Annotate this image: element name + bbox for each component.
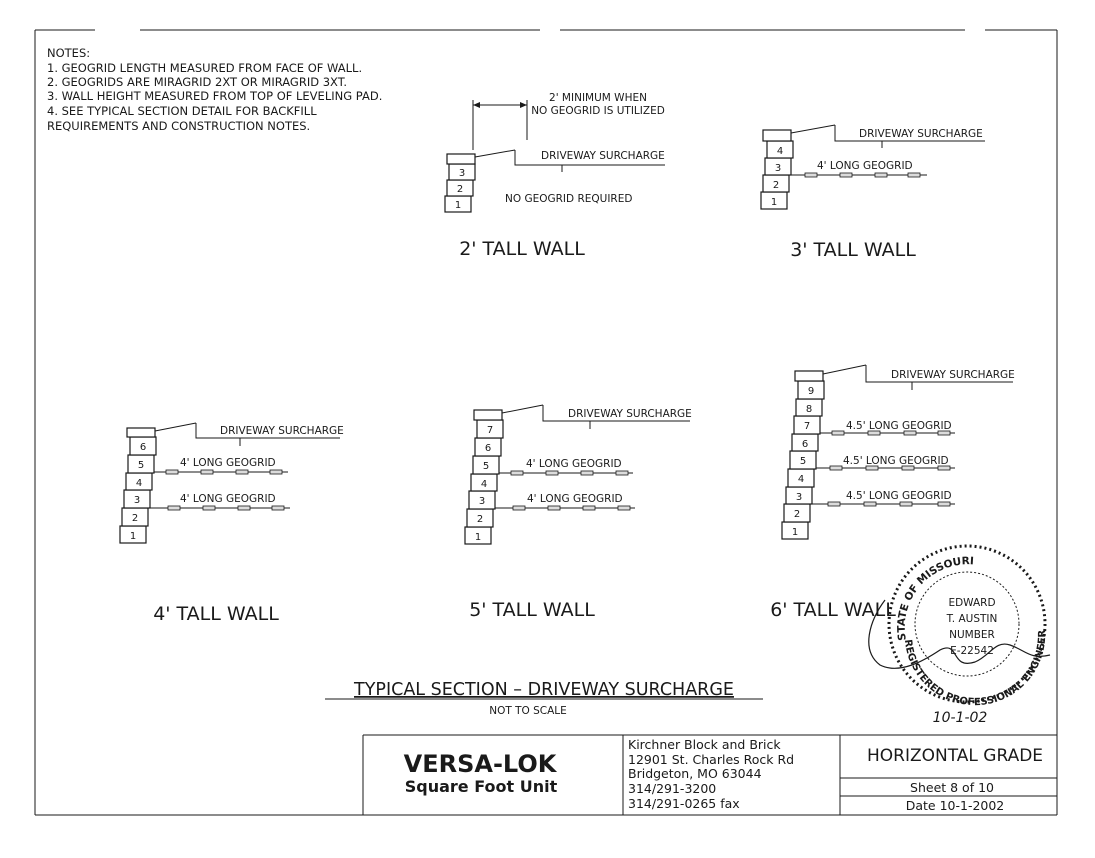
notes-heading: NOTES: — [47, 46, 91, 60]
block-number: 7 — [803, 421, 811, 432]
block-number: 9 — [807, 386, 815, 397]
block-number: 3 — [478, 496, 486, 507]
block-number: 3 — [458, 168, 466, 179]
cap-block — [474, 410, 502, 420]
cap-block — [447, 154, 475, 164]
block-number: 8 — [805, 404, 813, 415]
surcharge-label: DRIVEWAY SURCHARGE — [891, 369, 1015, 381]
wall-section-3ft — [761, 125, 985, 261]
block-number: 1 — [770, 197, 778, 208]
block-number: 6 — [484, 443, 492, 454]
block-number: 3 — [774, 163, 782, 174]
geogrid-layer — [820, 420, 955, 435]
geogrid-layer — [154, 457, 288, 474]
cap-block — [795, 371, 823, 381]
block-number: 6 — [801, 439, 809, 450]
surcharge-label: DRIVEWAY SURCHARGE — [541, 150, 665, 162]
block-number: 4 — [480, 479, 488, 490]
scale-note: NOT TO SCALE — [489, 705, 567, 717]
geogrid-layer — [791, 160, 927, 177]
geogrid-label: 4' LONG GEOGRID — [180, 493, 276, 505]
geogrid-layer — [816, 455, 955, 470]
geogrid-label: 4' LONG GEOGRID — [527, 493, 623, 505]
cap-block — [127, 428, 155, 437]
block-number: 4 — [797, 474, 805, 485]
wall-section-2ft — [445, 92, 665, 260]
drawing-title: TYPICAL SECTION – DRIVEWAY SURCHARGE — [354, 680, 734, 700]
block-number: 2 — [456, 184, 464, 195]
seal-state: STATE OF MISSOURI — [895, 555, 975, 642]
block-number: 3 — [795, 492, 803, 503]
block-number: 4 — [135, 478, 143, 489]
block-number: 4 — [776, 146, 784, 157]
block-number: 6 — [139, 442, 147, 453]
block-number: 5 — [482, 461, 490, 472]
block-number: 2 — [772, 180, 780, 191]
block-number: 7 — [486, 425, 494, 436]
company-address2: Bridgeton, MO 63044 — [628, 766, 762, 781]
dimension-arrow — [473, 102, 480, 108]
surcharge-label: DRIVEWAY SURCHARGE — [568, 408, 692, 420]
engineer-seal — [869, 546, 1050, 726]
wall-title: 2' TALL WALL — [459, 238, 585, 260]
block-number: 2 — [476, 514, 484, 525]
block-number: 1 — [791, 527, 799, 538]
grade-line — [502, 405, 543, 413]
grade-line — [791, 125, 835, 133]
surcharge-label: DRIVEWAY SURCHARGE — [859, 128, 983, 140]
seal-registration: REGISTERED PROFESSIONAL ENGINEER — [901, 629, 1049, 709]
wall-section-4ft — [120, 423, 344, 625]
note-line: 4. SEE TYPICAL SECTION DETAIL FOR BACKFILL — [47, 104, 317, 118]
block-number: 5 — [137, 460, 145, 471]
note-line: REQUIREMENTS AND CONSTRUCTION NOTES. — [47, 119, 311, 133]
block-number: 3 — [133, 495, 141, 506]
cap-block — [763, 130, 791, 141]
grade-line — [475, 150, 515, 157]
no-geogrid-note: NO GEOGRID REQUIRED — [505, 193, 633, 205]
wall-title: 4' TALL WALL — [153, 603, 279, 625]
sheet-title: HORIZONTAL GRADE — [866, 746, 1044, 766]
wall-title: 6' TALL WALL — [770, 599, 896, 621]
dimension-note: 2' MINIMUM WHEN — [549, 92, 647, 104]
wall-section-6ft — [770, 365, 1015, 621]
dimension-arrow — [520, 102, 527, 108]
product-name: Square Foot Unit — [404, 777, 558, 796]
company-address1: 12901 St. Charles Rock Rd — [628, 752, 795, 767]
geogrid-layer — [499, 458, 633, 475]
seal-name-line1: EDWARD — [948, 597, 996, 609]
title-block — [363, 735, 1057, 815]
signature-date: 10-1-02 — [932, 710, 988, 726]
seal-number: E-22542 — [950, 645, 994, 657]
note-line: 1. GEOGRID LENGTH MEASURED FROM FACE OF WALL. — [47, 61, 363, 75]
wall-title: 3' TALL WALL — [790, 239, 916, 261]
wall-section-5ft — [465, 405, 692, 621]
company-phone: 314/291-3200 — [628, 781, 717, 796]
company-name: Kirchner Block and Brick — [628, 737, 781, 752]
dimension-note: NO GEOGRID IS UTILIZED — [531, 105, 665, 117]
geogrid-label: 4.5' LONG GEOGRID — [843, 455, 949, 467]
seal-number-label: NUMBER — [949, 629, 995, 641]
surcharge-label: DRIVEWAY SURCHARGE — [220, 425, 344, 437]
block-number: 5 — [799, 456, 807, 467]
grade-line — [823, 365, 866, 374]
seal-name-line2: T. AUSTIN — [946, 613, 998, 625]
geogrid-label: 4' LONG GEOGRID — [817, 160, 913, 172]
grade-line — [155, 423, 196, 431]
block-number: 1 — [474, 532, 482, 543]
geogrid-label: 4' LONG GEOGRID — [526, 458, 622, 470]
sheet-number: Sheet 8 of 10 — [910, 780, 994, 795]
block-number: 2 — [131, 513, 139, 524]
sheet-date: Date 10-1-2002 — [905, 798, 1005, 813]
note-line: 3. WALL HEIGHT MEASURED FROM TOP OF LEVELING PAD. — [47, 89, 383, 103]
block-number: 1 — [129, 531, 137, 542]
wall-title: 5' TALL WALL — [469, 599, 595, 621]
block-number: 2 — [793, 509, 801, 520]
geogrid-label: 4' LONG GEOGRID — [180, 457, 276, 469]
notes — [47, 46, 382, 133]
brand-name: VERSA-LOK — [403, 750, 557, 778]
geogrid-label: 4.5' LONG GEOGRID — [846, 420, 952, 432]
company-fax: 314/291-0265 fax — [628, 796, 740, 811]
note-line: 2. GEOGRIDS ARE MIRAGRID 2XT OR MIRAGRID 3XT. — [47, 75, 348, 89]
geogrid-label: 4.5' LONG GEOGRID — [846, 490, 952, 502]
block-number: 1 — [454, 200, 462, 211]
geogrid-layer — [150, 493, 290, 510]
geogrid-layer — [812, 490, 955, 506]
geogrid-layer — [495, 493, 635, 510]
